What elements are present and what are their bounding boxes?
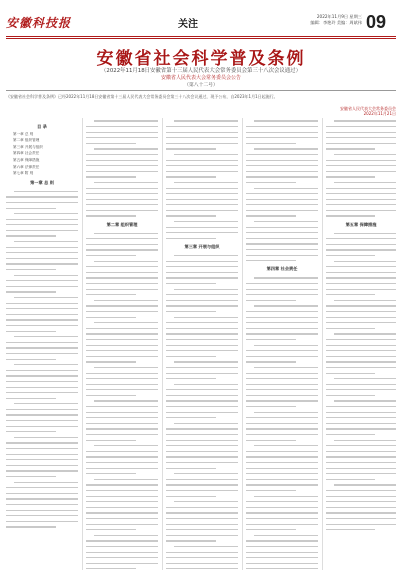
- publisher-block: [292, 106, 396, 116]
- column-rule: [242, 118, 243, 570]
- section-title: 关注: [178, 19, 198, 30]
- issue-date: 2022年11月9日 星期三: [316, 14, 362, 19]
- body-text: [86, 230, 158, 570]
- article-body: [6, 118, 396, 570]
- body-text: [166, 253, 238, 570]
- publisher: 安徽省人民代表大会常务委员会: [340, 106, 396, 111]
- toc-item: 第一章 总 则: [13, 131, 34, 136]
- toc-item: 第三章 开展与组织: [13, 144, 43, 149]
- body-text: [86, 118, 158, 219]
- column-1: [6, 118, 78, 570]
- chapter-heading: 第一章 总 则: [30, 179, 54, 185]
- divider: [6, 90, 396, 91]
- column-3: [166, 118, 238, 570]
- header-rule-thin: [6, 38, 396, 39]
- toc-item: 第二章 组织管理: [13, 138, 40, 143]
- announcement-title: 安徽省人民代表大会常务委员会公告: [160, 75, 241, 81]
- publish-date: 2022年11月21日: [363, 111, 396, 117]
- body-text: [166, 118, 238, 241]
- editor-line: 编辑：李艳玲 美编：周斌伟: [310, 20, 362, 25]
- toc-item: 第六章 法律责任: [13, 164, 40, 169]
- toc-title: 目 录: [37, 124, 47, 129]
- announcement-number: （第八十二号）: [184, 83, 218, 88]
- body-text: [6, 188, 78, 529]
- column-2: [86, 118, 158, 570]
- body-text: [326, 230, 396, 532]
- column-rule: [82, 118, 83, 570]
- column-4: [246, 118, 318, 570]
- chapter-heading: 第二章 组织管理: [106, 221, 138, 227]
- body-text: [246, 118, 318, 263]
- page-number: 09: [366, 12, 387, 32]
- body-text: [326, 118, 396, 219]
- chapter-heading: 第三章 开展与组织: [184, 244, 220, 250]
- toc-item: 第七章 附 则: [13, 171, 34, 176]
- chapter-heading: 第五章 保障措施: [345, 221, 377, 227]
- column-5: [326, 118, 396, 570]
- paper-name: 安徽科技报: [6, 16, 72, 30]
- toc-item: 第四章 社会责任: [13, 151, 40, 156]
- article-subhead: （2022年11月18日安徽省第十三届人民代表大会常务委员会第三十八次会议通过）: [101, 68, 301, 74]
- header-rule: [6, 36, 396, 37]
- preamble: 《安徽省社会科学普及条例》已经2022年11月18日安徽省第十三届人民代表大会常务委员会第三十八次会议通过，现予公布，自2023年1月1日起施行。: [6, 94, 278, 99]
- body-text: [246, 275, 318, 570]
- chapter-heading: 第四章 社会责任: [266, 266, 298, 272]
- toc-item: 第五章 保障措施: [13, 157, 40, 162]
- date-block: [306, 14, 362, 26]
- column-rule: [322, 118, 323, 570]
- column-rule: [162, 118, 163, 570]
- article-headline: 安徽省社会科学普及条例: [96, 49, 306, 69]
- masthead: [6, 12, 396, 34]
